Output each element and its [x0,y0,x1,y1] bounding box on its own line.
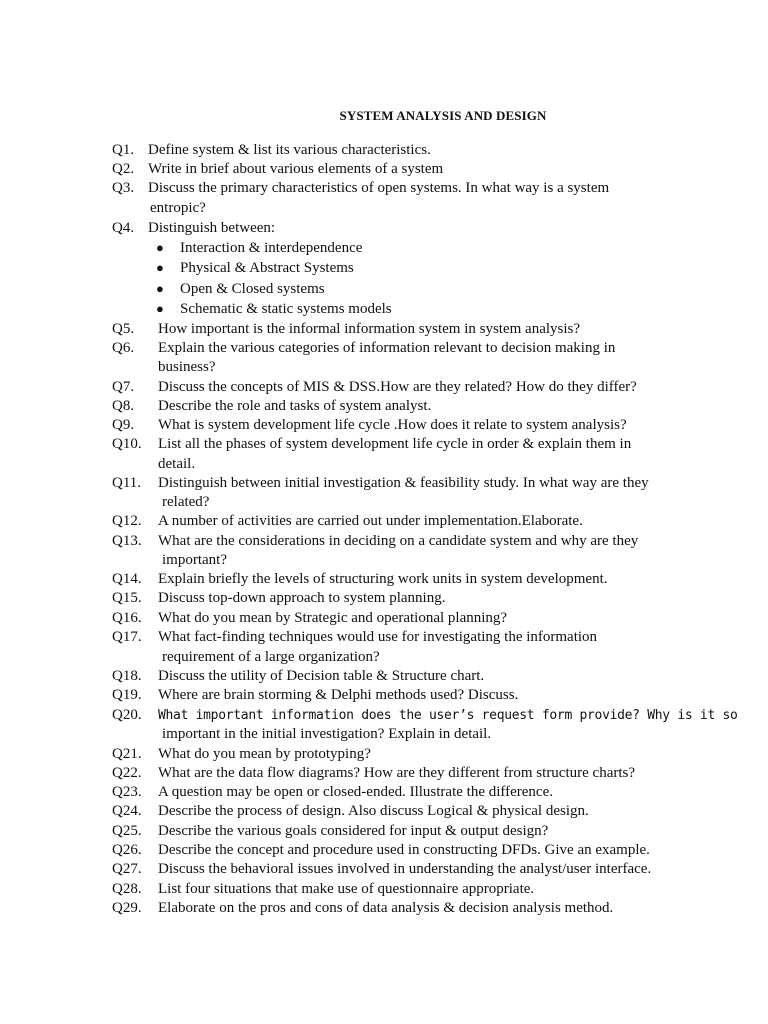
question-number: Q19. [112,687,142,703]
question-number: Q20. [112,707,142,723]
question-number: Q17. [112,629,142,645]
question-number: Q5. [112,321,135,337]
question-text: A number of activities are carried out under implementation.Elaborate. [158,513,583,529]
bullet-text: Physical & Abstract Systems [180,260,354,276]
question-text: Elaborate on the pros and cons of data analysis & decision analysis method. [158,900,614,916]
question-text: Describe the various goals considered for input & output design? [158,823,549,839]
question-number: Q8. [112,398,135,414]
question-text: List all the phases of system development life cycle in order & explain them in [158,436,632,452]
question-text: Distinguish between initial investigation & feasibility study. In what way are they [158,475,649,491]
question-text: Write in brief about various elements of a system [148,161,444,177]
question-text: What do you mean by Strategic and operational planning? [158,610,508,626]
question-number: Q22. [112,765,142,781]
question-text: What do you mean by prototyping? [158,746,371,762]
question-text: A question may be open or closed-ended. Illustrate the difference. [158,784,554,800]
question-text: Discuss the utility of Decision table & Structure chart. [158,668,485,684]
question-number: Q4. [112,220,135,236]
question-text: Define system & list its various characteristics. [148,142,431,158]
question-number: Q27. [112,861,142,877]
bullet-text: Schematic & static systems models [180,301,392,317]
question-text: What fact-finding techniques would use for investigating the information [158,629,598,645]
question-text: Describe the role and tasks of system analyst. [158,398,432,414]
question-number: Q6. [112,340,135,356]
question-continuation: detail. [158,456,196,472]
question-number: Q24. [112,803,142,819]
question-text: Describe the concept and procedure used in constructing DFDs. Give an example. [158,842,650,858]
question-text: What are the considerations in deciding on a candidate system and why are they [158,533,639,549]
question-number: Q1. [112,142,135,158]
question-number: Q18. [112,668,142,684]
question-text: What is system development life cycle .How does it relate to system analysis? [158,417,627,433]
question-text: List four situations that make use of questionnaire appropriate. [158,881,535,897]
question-number: Q3. [112,180,135,196]
bullet-icon: ● [156,260,164,275]
question-text: Where are brain storming & Delphi methods used? Discuss. [158,687,519,703]
question-continuation: entropic? [150,200,206,216]
question-text: Explain the various categories of information relevant to decision making in [158,340,616,356]
question-text: Discuss the primary characteristics of open systems. In what way is a system [148,180,610,196]
question-number: Q21. [112,746,142,762]
question-text: Discuss the behavioral issues involved in understanding the analyst/user interface. [158,861,652,877]
question-continuation: related? [162,494,210,510]
question-number: Q15. [112,590,142,606]
page-title: SYSTEM ANALYSIS AND DESIGN [339,108,547,123]
bullet-text: Interaction & interdependence [180,240,363,256]
question-number: Q14. [112,571,142,587]
question-text: What important information does the user’s request form provide? Why is it so [158,708,738,723]
question-text: Distinguish between: [148,220,276,236]
question-number: Q29. [112,900,142,916]
question-number: Q25. [112,823,142,839]
question-number: Q12. [112,513,142,529]
question-continuation: business? [158,359,216,375]
question-number: Q23. [112,784,142,800]
question-number: Q11. [112,475,142,491]
question-text: Discuss top-down approach to system planning. [158,590,446,606]
question-number: Q13. [112,533,142,549]
question-number: Q2. [112,161,135,177]
question-number: Q10. [112,436,142,452]
question-continuation: requirement of a large organization? [162,649,380,665]
bullet-icon: ● [156,301,164,316]
question-number: Q9. [112,417,135,433]
question-text: Discuss the concepts of MIS & DSS.How are they related? How do they differ? [158,379,637,395]
question-number: Q16. [112,610,142,626]
question-text: What are the data flow diagrams? How are they different from structure charts? [158,765,636,781]
question-number: Q28. [112,881,142,897]
bullet-icon: ● [156,281,164,296]
question-text: Describe the process of design. Also discuss Logical & physical design. [158,803,589,819]
question-number: Q7. [112,379,135,395]
question-number: Q26. [112,842,142,858]
question-text: How important is the informal information system in system analysis? [158,321,581,337]
question-continuation: important? [162,552,227,568]
bullet-icon: ● [156,240,164,255]
question-text: Explain briefly the levels of structuring work units in system development. [158,571,608,587]
question-continuation: important in the initial investigation? Explain in detail. [162,726,492,742]
bullet-text: Open & Closed systems [180,281,325,297]
